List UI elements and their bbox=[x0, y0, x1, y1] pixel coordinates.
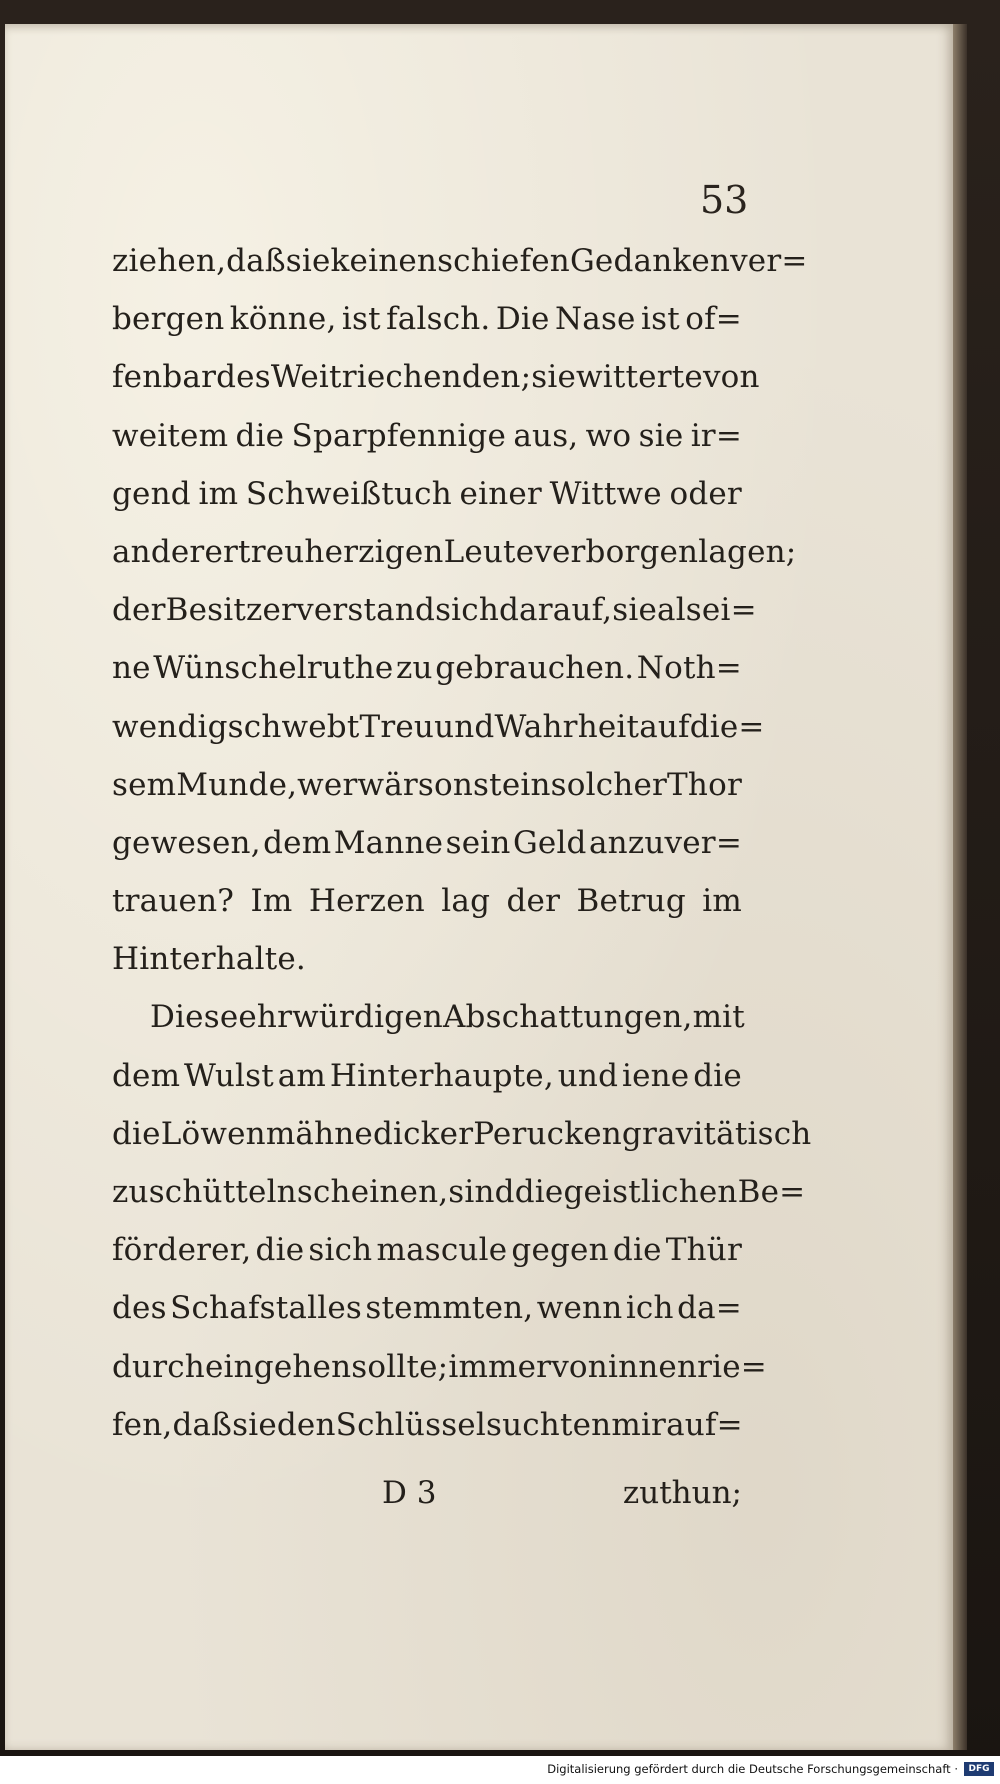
word: Weitriechenden; bbox=[270, 359, 532, 396]
word: Besitzer bbox=[165, 592, 297, 629]
word: den bbox=[276, 1406, 336, 1443]
word: schütteln bbox=[148, 1174, 297, 1210]
text-line bbox=[112, 639, 742, 697]
text-line bbox=[112, 1105, 812, 1163]
word: verborgen bbox=[534, 533, 699, 570]
text-line bbox=[112, 407, 742, 465]
word: daß bbox=[226, 243, 286, 279]
text-line bbox=[112, 872, 742, 930]
word: sie bbox=[638, 417, 684, 454]
word: Thor bbox=[667, 766, 742, 803]
text-line bbox=[112, 348, 760, 406]
word: treuherzigen bbox=[238, 533, 444, 570]
word: Be= bbox=[737, 1174, 806, 1210]
word: Manne bbox=[333, 824, 444, 861]
word: der bbox=[112, 592, 166, 629]
word: sie bbox=[612, 592, 658, 629]
text-line bbox=[112, 581, 757, 639]
word: ich bbox=[625, 1290, 674, 1327]
word: Löwenmähne bbox=[160, 1115, 373, 1152]
word: anzuver= bbox=[589, 824, 742, 861]
word: auf= bbox=[666, 1406, 743, 1443]
word: die bbox=[612, 1232, 662, 1269]
word: die bbox=[112, 1115, 161, 1152]
word: Wittwe bbox=[549, 475, 662, 512]
word: schwebt bbox=[227, 708, 360, 745]
word: daß bbox=[172, 1406, 233, 1443]
word: bergen bbox=[112, 301, 225, 338]
word: gegen bbox=[511, 1232, 609, 1269]
catchword: zuthun; bbox=[622, 1475, 742, 1511]
word: auf bbox=[639, 708, 690, 745]
word: oder bbox=[669, 475, 742, 512]
word: im bbox=[198, 475, 239, 512]
word: keinen bbox=[330, 243, 438, 279]
body-text bbox=[112, 232, 812, 1454]
word: am bbox=[277, 1057, 327, 1094]
word: im bbox=[702, 883, 742, 920]
word: lag bbox=[441, 883, 491, 920]
text-line bbox=[112, 814, 742, 872]
word: solcher bbox=[550, 766, 668, 803]
word: Sparpfennige bbox=[291, 417, 507, 454]
word: ei= bbox=[701, 592, 757, 629]
word: wer bbox=[297, 766, 358, 803]
word: zu bbox=[112, 1174, 149, 1210]
text-line bbox=[112, 1396, 742, 1454]
word: sein bbox=[445, 824, 511, 861]
text-line bbox=[112, 1221, 742, 1279]
word: eingehen bbox=[204, 1348, 352, 1385]
word: Herzen bbox=[308, 883, 425, 920]
word: Wünschelruthe bbox=[153, 650, 394, 687]
text-line bbox=[112, 1279, 742, 1337]
word: einer bbox=[459, 475, 542, 512]
text-line bbox=[112, 1047, 742, 1105]
word: wendig bbox=[112, 708, 228, 745]
word: sie bbox=[232, 1406, 277, 1443]
word: Schweißtuch bbox=[245, 475, 452, 512]
text-line bbox=[112, 290, 742, 348]
word: Wahrheit bbox=[494, 708, 640, 745]
signature-mark: D 3 bbox=[382, 1475, 437, 1511]
word: Die bbox=[495, 301, 550, 338]
word: Nase bbox=[554, 301, 636, 338]
word: dem bbox=[263, 824, 332, 861]
word: sonst bbox=[417, 766, 502, 803]
word: schiefen bbox=[437, 243, 570, 279]
word: ist bbox=[640, 301, 680, 338]
word: da= bbox=[677, 1290, 742, 1327]
word: ziehen, bbox=[112, 243, 227, 279]
word: wenn bbox=[536, 1290, 623, 1327]
page-edge bbox=[953, 24, 967, 1750]
word: Leute bbox=[443, 533, 535, 570]
dfg-logo: DFG bbox=[964, 1762, 994, 1776]
text-line bbox=[112, 756, 742, 814]
word: weitem bbox=[112, 417, 229, 454]
word: Perucken bbox=[473, 1115, 622, 1152]
word: of= bbox=[685, 301, 742, 338]
word: die bbox=[514, 1174, 564, 1210]
text-line bbox=[112, 988, 745, 1046]
word: gend bbox=[112, 475, 191, 512]
word: und bbox=[434, 708, 495, 745]
word: Diese bbox=[150, 999, 239, 1036]
word: Schlüssel bbox=[335, 1406, 486, 1443]
word: Munde, bbox=[176, 766, 298, 803]
word: Treu bbox=[359, 708, 435, 745]
word: sich bbox=[435, 592, 500, 629]
word: ein bbox=[501, 766, 551, 803]
word: wo bbox=[585, 417, 632, 454]
word: Abschattungen, bbox=[442, 999, 693, 1036]
funding-credit: Digitalisierung gefördert durch die Deutsche Forschungsgemeinschaft · bbox=[547, 1762, 958, 1776]
word: die bbox=[693, 1057, 742, 1094]
word: der bbox=[506, 883, 561, 920]
word: mit bbox=[692, 999, 745, 1036]
word: fenbar bbox=[112, 359, 217, 396]
page-number: 53 bbox=[700, 178, 749, 222]
word: Schafstalles bbox=[170, 1290, 362, 1327]
word: aus, bbox=[513, 417, 579, 454]
word: iene bbox=[621, 1057, 690, 1094]
word: mir bbox=[611, 1406, 667, 1443]
word: gewesen, bbox=[112, 824, 261, 861]
word: Thür bbox=[665, 1232, 742, 1269]
word: fen, bbox=[112, 1406, 173, 1443]
word: sind bbox=[448, 1174, 515, 1210]
word: sollte; bbox=[351, 1348, 449, 1385]
word: gravitätisch bbox=[621, 1115, 812, 1152]
word: Gedanken bbox=[569, 243, 731, 279]
word: gebrauchen. bbox=[435, 650, 635, 687]
word: von bbox=[551, 1348, 608, 1385]
word: ist bbox=[341, 301, 381, 338]
word: scheinen, bbox=[296, 1174, 449, 1210]
word: Hinterhaupte, bbox=[329, 1057, 554, 1094]
word: des bbox=[112, 1290, 167, 1327]
word: förderer, bbox=[112, 1232, 252, 1269]
text-line bbox=[112, 698, 765, 756]
word: die= bbox=[689, 708, 765, 745]
credit-bar bbox=[0, 1756, 1000, 1784]
word: verstand bbox=[296, 592, 436, 629]
text-line bbox=[112, 1163, 806, 1221]
word: und bbox=[557, 1057, 619, 1094]
word: Im bbox=[250, 883, 293, 920]
word: ir= bbox=[690, 417, 742, 454]
word: rie= bbox=[697, 1348, 767, 1385]
word: falsch. bbox=[386, 301, 491, 338]
word: sie bbox=[531, 359, 576, 396]
word: von bbox=[702, 359, 760, 396]
word: sem bbox=[112, 766, 177, 803]
word: darauf, bbox=[499, 592, 613, 629]
word: ver= bbox=[730, 243, 808, 279]
word: Betrug bbox=[576, 883, 686, 920]
word: sie bbox=[285, 243, 331, 279]
word: witterte bbox=[576, 359, 703, 396]
word: stemmten, bbox=[365, 1290, 534, 1327]
word: zu bbox=[396, 650, 433, 687]
word: geistlichen bbox=[563, 1174, 738, 1210]
word: könne, bbox=[229, 301, 337, 338]
word: die bbox=[255, 1232, 305, 1269]
text-line bbox=[112, 232, 808, 290]
page-footer bbox=[112, 1468, 742, 1518]
word: als bbox=[657, 592, 702, 629]
word: durch bbox=[112, 1348, 205, 1385]
word: lagen; bbox=[698, 533, 797, 570]
word: dem bbox=[112, 1057, 181, 1094]
word: innen bbox=[607, 1348, 698, 1385]
word: sich bbox=[308, 1232, 373, 1269]
word: des bbox=[216, 359, 271, 396]
word: wär bbox=[357, 766, 418, 803]
word: Hinterhalte. bbox=[112, 941, 306, 978]
word: die bbox=[235, 417, 285, 454]
word: anderer bbox=[112, 533, 239, 570]
text-line bbox=[112, 930, 742, 988]
word: Geld bbox=[512, 824, 587, 861]
word: Wulst bbox=[184, 1057, 274, 1094]
word: ehrwürdigen bbox=[238, 999, 443, 1036]
text-line bbox=[112, 465, 742, 523]
word: immer bbox=[448, 1348, 552, 1385]
text-line bbox=[112, 1338, 767, 1396]
word: trauen? bbox=[112, 883, 235, 920]
word: mascule bbox=[376, 1232, 508, 1269]
word: ne bbox=[112, 650, 151, 687]
word: dicker bbox=[372, 1115, 474, 1152]
text-line bbox=[112, 523, 797, 581]
word: Noth= bbox=[636, 650, 742, 687]
word: suchten bbox=[485, 1406, 612, 1443]
